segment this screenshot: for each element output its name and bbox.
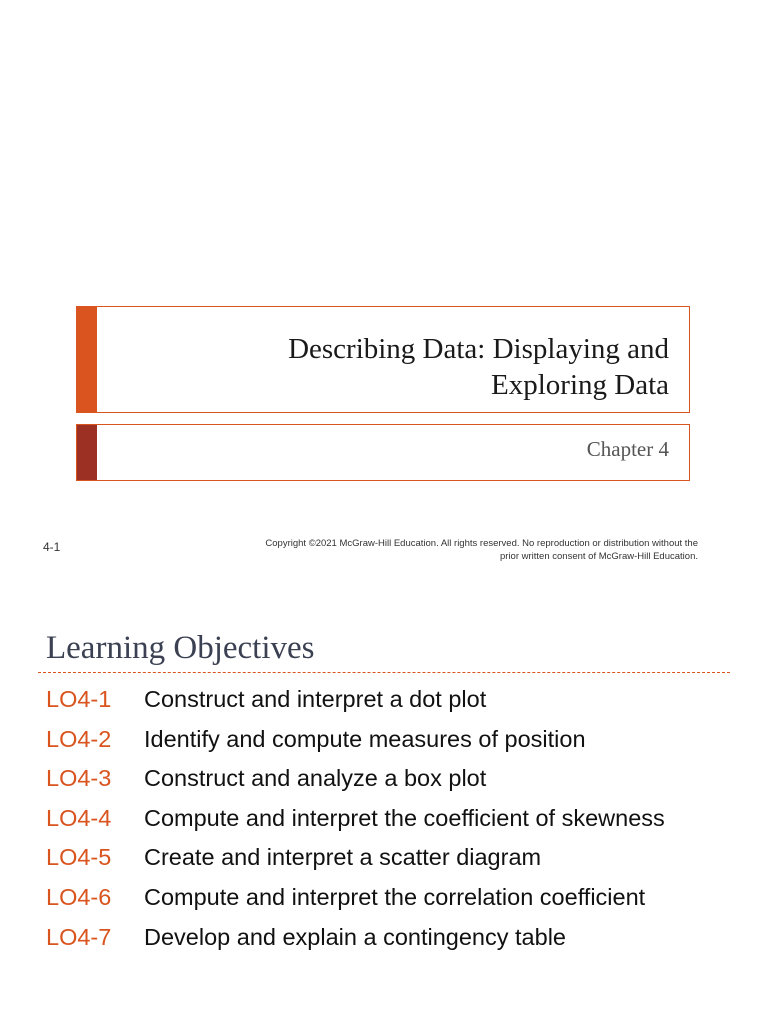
objective-code: LO4-4	[46, 804, 112, 831]
objective-text: Construct and interpret a dot plot	[144, 686, 487, 712]
title-accent-bar	[77, 307, 97, 412]
list-item	[46, 682, 665, 722]
slide-title	[149, 331, 669, 403]
copyright-line-1: Copyright ©2021 McGraw-Hill Education. All rights reserved. No reproduction or distribution without the	[265, 538, 698, 549]
objective-code: LO4-5	[46, 844, 112, 871]
objective-code: LO4-3	[46, 765, 112, 792]
objective-text: Identify and compute measures of position	[144, 725, 586, 752]
slide-title-line-2: Exploring Data	[491, 369, 669, 401]
objective-text: Develop and explain a contingency table	[144, 923, 566, 950]
copyright-line-2: prior written consent of McGraw-Hill Education.	[500, 551, 698, 562]
subtitle-accent-bar	[77, 425, 97, 480]
list-item	[46, 880, 665, 920]
objectives-list	[46, 682, 665, 959]
learning-objectives-heading: Learning Objectives	[46, 630, 315, 666]
objective-text: Construct and analyze a box plot	[144, 765, 487, 792]
objective-text: Create and interpret a scatter diagram	[144, 844, 542, 871]
objective-text: Compute and interpret the correlation coefficient	[144, 883, 646, 910]
objective-code: LO4-2	[46, 725, 112, 752]
subtitle-box	[76, 424, 690, 481]
list-item	[46, 920, 665, 960]
heading-divider	[38, 672, 730, 673]
objective-code: LO4-7	[46, 923, 112, 950]
objective-text: Compute and interpret the coefficient of skewness	[144, 804, 665, 831]
slide-subtitle: Chapter 4	[586, 437, 669, 461]
list-item	[46, 840, 665, 880]
objective-code: LO4-6	[46, 883, 112, 910]
slide-number: 4-1	[43, 540, 61, 554]
copyright-notice	[198, 537, 698, 563]
list-item	[46, 761, 665, 801]
list-item	[46, 722, 665, 762]
learning-objectives-slide	[0, 590, 768, 1024]
objective-code: LO4-1	[46, 686, 112, 712]
title-box	[76, 306, 690, 413]
list-item	[46, 801, 665, 841]
slide-title-line-1: Describing Data: Displaying and	[288, 333, 669, 365]
